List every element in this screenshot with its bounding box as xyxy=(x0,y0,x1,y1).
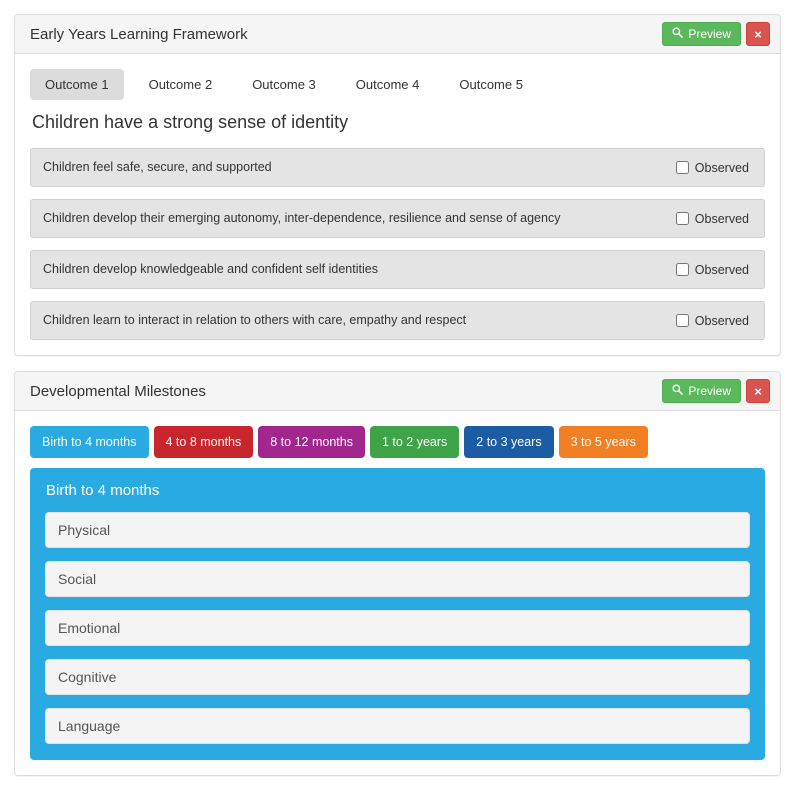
tab-outcome-5[interactable]: Outcome 5 xyxy=(459,77,523,92)
observed-checkbox[interactable] xyxy=(676,314,689,327)
age-tab-4-to-8-months[interactable]: 4 to 8 months xyxy=(154,426,254,458)
age-tab-2-to-3-years[interactable]: 2 to 3 years xyxy=(464,426,553,458)
framework-preview-label: Preview xyxy=(688,27,731,41)
observed-label: Observed xyxy=(694,313,749,328)
close-icon: × xyxy=(754,383,762,399)
framework-close-button[interactable] xyxy=(746,22,770,46)
age-tab-birth-to-4-months[interactable]: Birth to 4 months xyxy=(30,426,149,458)
framework-panel xyxy=(14,14,781,356)
observed-control[interactable] xyxy=(676,314,752,328)
milestone-category-language[interactable]: Language xyxy=(45,708,750,744)
milestones-header-actions xyxy=(662,379,770,403)
framework-panel-header xyxy=(15,15,780,54)
milestone-category-cognitive[interactable]: Cognitive xyxy=(45,659,750,695)
framework-item-text: Children develop knowledgeable and confident self identities xyxy=(43,262,378,276)
age-tab-1-to-2-years[interactable]: 1 to 2 years xyxy=(370,426,459,458)
framework-header-actions xyxy=(662,22,770,46)
milestones-preview-button[interactable] xyxy=(662,379,741,403)
framework-item xyxy=(30,301,765,340)
tab-outcome-1[interactable]: Outcome 1 xyxy=(30,69,124,100)
outcome-tabs xyxy=(30,69,765,100)
observed-checkbox[interactable] xyxy=(676,161,689,174)
milestones-panel-body xyxy=(15,411,780,775)
framework-panel-body xyxy=(15,54,780,355)
observed-label: Observed xyxy=(694,262,749,277)
framework-item xyxy=(30,199,765,238)
tab-outcome-3[interactable]: Outcome 3 xyxy=(252,77,316,92)
milestones-panel xyxy=(14,371,781,776)
observed-label: Observed xyxy=(694,160,749,175)
tab-outcome-2[interactable]: Outcome 2 xyxy=(148,77,213,92)
age-tabs xyxy=(30,426,765,458)
milestone-section-title: Birth to 4 months xyxy=(46,482,160,499)
observed-label: Observed xyxy=(694,211,749,226)
outcome-heading: Children have a strong sense of identity xyxy=(32,112,349,132)
framework-item-text: Children learn to interact in relation to others with care, empathy and respect xyxy=(43,313,467,327)
observed-checkbox[interactable] xyxy=(676,212,689,225)
milestones-preview-label: Preview xyxy=(688,384,731,398)
observed-control[interactable] xyxy=(676,161,752,175)
framework-item-text: Children feel safe, secure, and supported xyxy=(43,160,272,174)
tab-outcome-4[interactable]: Outcome 4 xyxy=(355,77,420,92)
magnifier-icon xyxy=(672,26,683,42)
milestone-category-emotional[interactable]: Emotional xyxy=(45,610,750,646)
milestone-section xyxy=(30,468,765,760)
observed-checkbox[interactable] xyxy=(676,263,689,276)
close-icon: × xyxy=(754,26,762,42)
framework-item-text: Children develop their emerging autonomy, inter-dependence, resilience and sense of agency xyxy=(43,211,561,225)
milestones-close-button[interactable] xyxy=(746,379,770,403)
framework-panel-title: Early Years Learning Framework xyxy=(30,25,248,43)
framework-item xyxy=(30,148,765,187)
age-tab-8-to-12-months[interactable]: 8 to 12 months xyxy=(258,426,365,458)
framework-preview-button[interactable] xyxy=(662,22,741,46)
magnifier-icon xyxy=(672,383,683,399)
milestones-panel-header xyxy=(15,372,780,411)
age-tab-3-to-5-years[interactable]: 3 to 5 years xyxy=(559,426,648,458)
milestone-category-physical[interactable]: Physical xyxy=(45,512,750,548)
milestone-category-social[interactable]: Social xyxy=(45,561,750,597)
observed-control[interactable] xyxy=(676,263,752,277)
milestones-panel-title: Developmental Milestones xyxy=(30,382,206,400)
observed-control[interactable] xyxy=(676,212,752,226)
framework-item xyxy=(30,250,765,289)
